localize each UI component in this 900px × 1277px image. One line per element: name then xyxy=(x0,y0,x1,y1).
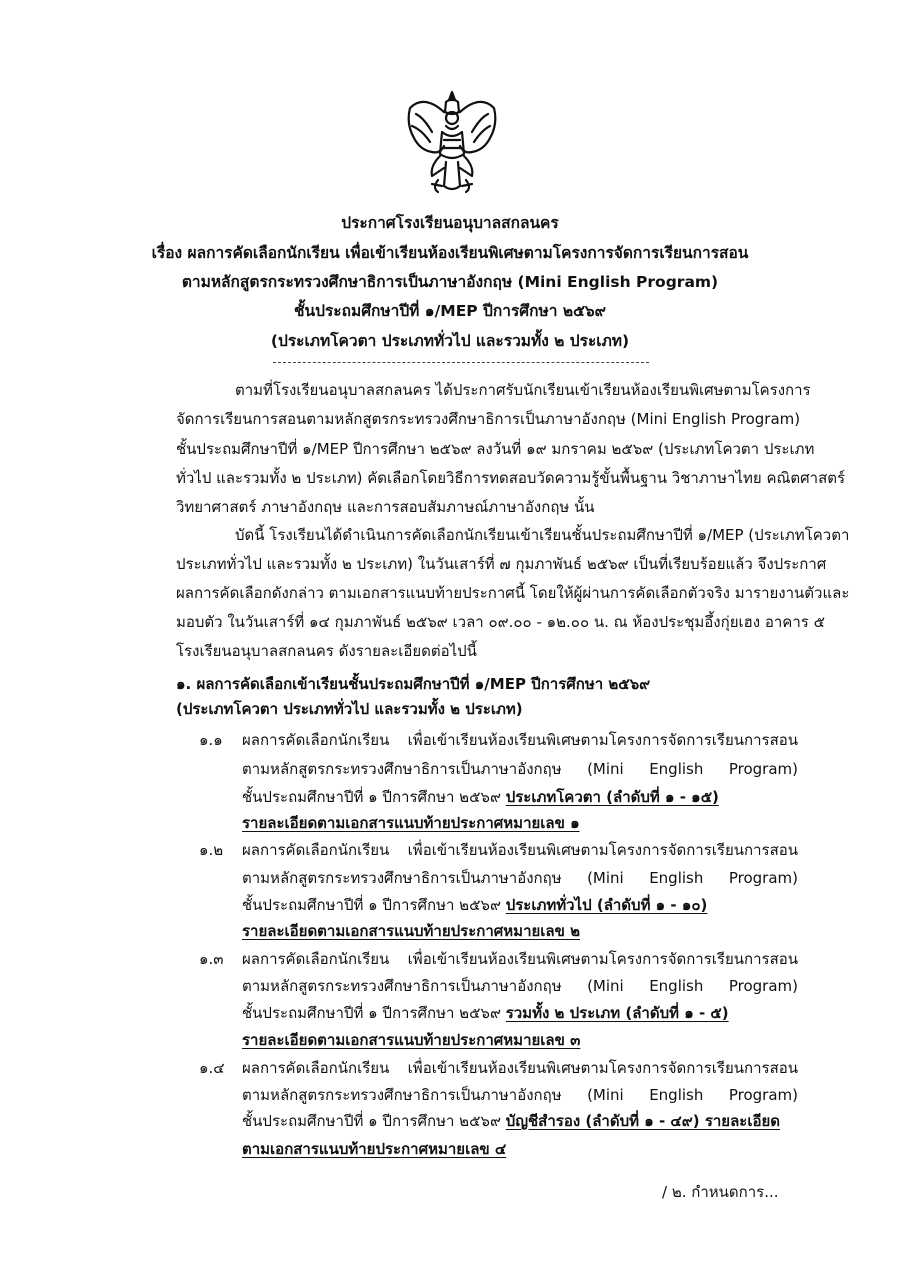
item-line: ตามหลักสูตรกระทรวงศึกษาธิการเป็นภาษาอังกฤษ (Mini English Program) xyxy=(242,760,798,778)
announcement-title: ประกาศโรงเรียนอนุบาลสกลนคร xyxy=(341,214,559,232)
item-line: ผลการคัดเลือกนักเรียน เพื่อเข้าเรียนห้องเรียนพิเศษตามโครงการจัดการเรียนการสอน xyxy=(242,841,798,859)
item-line: ผลการคัดเลือกนักเรียน เพื่อเข้าเรียนห้องเรียนพิเศษตามโครงการจัดการเรียนการสอน xyxy=(242,1059,798,1077)
subject-line: เรื่อง ผลการคัดเลือกนักเรียน เพื่อเข้าเรียนห้องเรียนพิเศษตามโครงการจัดการเรียนการสอน xyxy=(151,244,749,262)
item-category-emphasis: ประเภททั่วไป (ลำดับที่ ๑ - ๑๐) xyxy=(505,896,708,914)
item-number: ๑.๓ xyxy=(199,950,224,968)
item-attachment-ref: ตามเอกสารแนบท้ายประกาศหมายเลข ๔ xyxy=(242,1140,507,1158)
item-category-emphasis: บัญชีสำรอง (ลำดับที่ ๑ - ๔๙) รายละเอียด xyxy=(505,1112,781,1130)
item-line-text: ชั้นประถมศึกษาปีที่ ๑ ปีการศึกษา ๒๕๖๙ xyxy=(242,1112,506,1130)
item-line-text: ชั้นประถมศึกษาปีที่ ๑ ปีการศึกษา ๒๕๖๙ xyxy=(242,1004,506,1022)
para1-line: จัดการเรียนการสอนตามหลักสูตรกระทรวงศึกษาธิการเป็นภาษาอังกฤษ (Mini English Program) xyxy=(176,410,801,428)
item-category-emphasis: รวมทั้ง ๒ ประเภท (ลำดับที่ ๑ - ๕) xyxy=(505,1004,729,1022)
item-line xyxy=(242,1109,780,1133)
item-line xyxy=(242,893,707,917)
item-line-text: ชั้นประถมศึกษาปีที่ ๑ ปีการศึกษา ๒๕๖๙ xyxy=(242,788,506,806)
para2-line: ผลการคัดเลือกดังกล่าว ตามเอกสารแนบท้ายประกาศนี้ โดยให้ผู้ผ่านการคัดเลือกตัวจริง มารายงานตัวและ xyxy=(176,584,850,602)
para1-line: วิทยาศาสตร์ ภาษาอังกฤษ และการสอบสัมภาษณ์ภาษาอังกฤษ นั้น xyxy=(176,498,595,516)
para2-line: โรงเรียนอนุบาลสกลนคร ดังรายละเอียดต่อไปนี้ xyxy=(176,642,477,660)
header-divider xyxy=(273,362,649,363)
subject-line-3: ชั้นประถมศึกษาปีที่ ๑/MEP ปีการศึกษา ๒๕๖๙ xyxy=(293,302,606,320)
section1-title: ๑. ผลการคัดเลือกเข้าเรียนชั้นประถมศึกษาปีที่ ๑/MEP ปีการศึกษา ๒๕๖๙ xyxy=(176,675,651,693)
next-page-indicator: / ๒. กำหนดการ... xyxy=(662,1183,779,1201)
subject-line-4: (ประเภทโควตา ประเภททั่วไป และรวมทั้ง ๒ ประเภท) xyxy=(270,332,630,350)
item-number: ๑.๑ xyxy=(199,731,223,749)
para2-line: ประเภททั่วไป และรวมทั้ง ๒ ประเภท) ในวันเสาร์ที่ ๗ กุมภาพันธ์ ๒๕๖๙ เป็นที่เรียบร้อยแล้ว จึงประกาศ xyxy=(176,555,827,573)
item-attachment-ref: รายละเอียดตามเอกสารแนบท้ายประกาศหมายเลข ๓ xyxy=(242,1031,581,1049)
item-number: ๑.๒ xyxy=(199,841,224,859)
item-line: ตามหลักสูตรกระทรวงศึกษาธิการเป็นภาษาอังกฤษ (Mini English Program) xyxy=(242,977,798,995)
subject-line-2: ตามหลักสูตรกระทรวงศึกษาธิการเป็นภาษาอังกฤษ (Mini English Program) xyxy=(181,273,719,291)
item-line: ผลการคัดเลือกนักเรียน เพื่อเข้าเรียนห้องเรียนพิเศษตามโครงการจัดการเรียนการสอน xyxy=(242,950,798,968)
para1-line: ตามที่โรงเรียนอนุบาลสกลนคร ได้ประกาศรับนักเรียนเข้าเรียนห้องเรียนพิเศษตามโครงการ xyxy=(235,381,811,399)
garuda-emblem-icon xyxy=(402,88,502,196)
para1-line: ชั้นประถมศึกษาปีที่ ๑/MEP ปีการศึกษา ๒๕๖๙ ลงวันที่ ๑๙ มกราคม ๒๕๖๙ (ประเภทโควตา ประเภท xyxy=(176,440,815,458)
item-line xyxy=(242,785,719,809)
item-attachment-ref: รายละเอียดตามเอกสารแนบท้ายประกาศหมายเลข ๒ xyxy=(242,922,580,940)
item-line: ตามหลักสูตรกระทรวงศึกษาธิการเป็นภาษาอังกฤษ (Mini English Program) xyxy=(242,1086,798,1104)
item-category-emphasis: ประเภทโควตา (ลำดับที่ ๑ - ๑๕) xyxy=(505,788,719,806)
section1-subtitle: (ประเภทโควตา ประเภททั่วไป และรวมทั้ง ๒ ประเภท) xyxy=(176,700,523,718)
item-line xyxy=(242,1001,729,1025)
item-number: ๑.๔ xyxy=(199,1059,225,1077)
item-line: ตามหลักสูตรกระทรวงศึกษาธิการเป็นภาษาอังกฤษ (Mini English Program) xyxy=(242,869,798,887)
item-attachment-ref: รายละเอียดตามเอกสารแนบท้ายประกาศหมายเลข ๑ xyxy=(242,814,580,832)
para2-line: มอบตัว ในวันเสาร์ที่ ๑๔ กุมภาพันธ์ ๒๕๖๙ เวลา ๐๙.๐๐ - ๑๒.๐๐ น. ณ ห้องประชุมอึ้งกุ่ยเฮง อาคาร ๕ xyxy=(176,613,825,631)
para1-line: ทั่วไป และรวมทั้ง ๒ ประเภท) คัดเลือกโดยวิธีการทดสอบวัดความรู้ขั้นพื้นฐาน วิชาภาษาไทย คณิตศาสตร์ xyxy=(176,469,846,487)
item-line-text: ชั้นประถมศึกษาปีที่ ๑ ปีการศึกษา ๒๕๖๙ xyxy=(242,896,506,914)
para2-line: บัดนี้ โรงเรียนได้ดำเนินการคัดเลือกนักเรียนเข้าเรียนชั้นประถมศึกษาปีที่ ๑/MEP (ประเภทโควตา xyxy=(235,526,850,544)
item-line: ผลการคัดเลือกนักเรียน เพื่อเข้าเรียนห้องเรียนพิเศษตามโครงการจัดการเรียนการสอน xyxy=(242,731,798,749)
